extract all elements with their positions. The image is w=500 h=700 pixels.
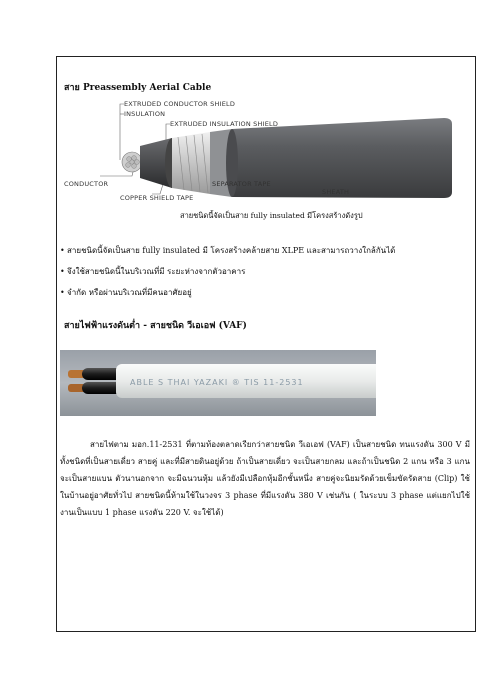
bullet-text: จึงใช้สายชนิดนี้ในบริเวณที่มี ระยะห่างจากตัวอาคาร bbox=[67, 267, 246, 276]
vaf-cable-photo bbox=[60, 350, 376, 416]
label-copper-shield-tape: COPPER SHIELD TAPE bbox=[120, 194, 194, 202]
label-conductor: CONDUCTOR bbox=[64, 180, 109, 188]
bullet-dot: • bbox=[60, 267, 65, 276]
label-separator-tape: SEPARATOR TAPE bbox=[212, 180, 271, 188]
vaf-cable-drawing bbox=[60, 350, 376, 416]
label-extruded-insulation-shield: EXTRUDED INSULATION SHIELD bbox=[170, 120, 279, 128]
bullet-text: จำกัด หรือผ่านบริเวณที่มีคนอาศัยอยู่ bbox=[67, 288, 192, 297]
bullet-item bbox=[60, 261, 470, 282]
cable-structure-figure bbox=[60, 94, 460, 206]
label-extruded-conductor-shield: EXTRUDED CONDUCTOR SHIELD bbox=[124, 100, 236, 108]
label-sheath: SHEATH bbox=[322, 188, 350, 196]
bullet-item bbox=[60, 240, 470, 261]
cable-print-text: ABLE S THAI YAZAKI ® TIS 11-2531 bbox=[130, 378, 304, 387]
vaf-description-paragraph: สายไฟตาม มอก.11-2531 ที่ตามท้องตลาดเรียกว่าสายชนิด วีเอเอฟ (VAF) เป็นสายชนิด ทนแรงดัน 300 V มีทั้งชนิดที่เป็นสายเดี่ยว สายคู่ และที่มีสายดินอยู่ด้วย ถ้าเป็นสายเดี่ยว จะเป็นสายกลม และถ้าเป็นชนิด 2 แกน หรือ 3 แกน จะเป็นสายแบน ตัวนานอกจาก จะมีฉนวนหุ้ม แล้วยังมีเปลือกหุ้มอีกชั้นหนึ่ง สายคู่จะนิยมรัดด้วยเข็มขัดรัดสาย (Clip) ใช้ในบ้านอยู่อาศัยทั่วไป สายชนิดนี้ห้ามใช้ในวงจร 3 phase ที่มีแรงดัน 380 V เช่นกัน ( ในระบบ 3 phase แต่แยกไปใช้งานเป็นแบบ 1 phase แรงดัน 220 V. จะใช้ได้) bbox=[60, 440, 470, 517]
conductor-strands bbox=[122, 152, 142, 172]
cable-drawing bbox=[60, 94, 460, 206]
bullet-dot: • bbox=[60, 288, 65, 297]
aerial-cable-bullets bbox=[60, 240, 470, 303]
label-insulation: INSULATION bbox=[124, 110, 166, 118]
section-heading-aerial-cable: สาย Preassembly Aerial Cable bbox=[64, 83, 212, 93]
copper-shield-tape bbox=[172, 132, 210, 194]
bullet-dot: • bbox=[60, 246, 65, 255]
figure-caption: สายชนิดนี้จัดเป็นสาย fully insulated มีโครงสร้างดังรูป bbox=[180, 211, 363, 220]
section-heading-vaf: สายไฟฟ้าแรงดันต่ำ - สายชนิด วีเอเอฟ (VAF) bbox=[64, 321, 247, 331]
bullet-item bbox=[60, 282, 470, 303]
bullet-text: สายชนิดนี้จัดเป็นสาย fully insulated มี โครงสร้างคล้ายสาย XLPE และสามารถวางใกล้กันได้ bbox=[67, 246, 396, 255]
